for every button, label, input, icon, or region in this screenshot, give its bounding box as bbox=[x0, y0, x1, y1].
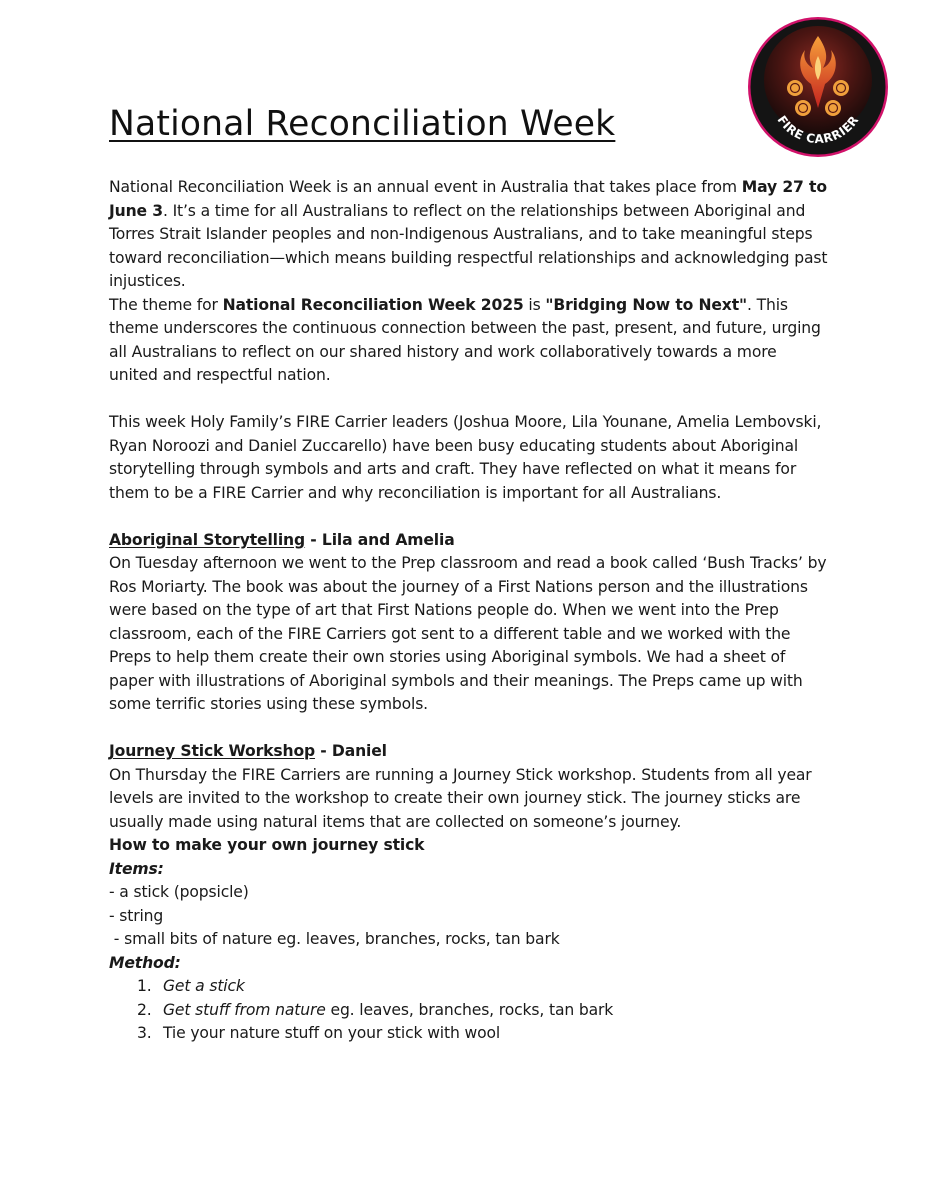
intro-text-cont: . It’s a time for all Australians to reflect on the relationships between Aboriginal and Torres Strait Islander peoples and non-Indigenous Australians, and to take meaningful steps toward reconciliation—which means building respectful relationships and acknowledging past injustices. bbox=[109, 201, 828, 290]
method-step bbox=[109, 999, 829, 1023]
step-text: Tie your nature stuff on your stick with wool bbox=[163, 1024, 501, 1042]
storytelling-heading bbox=[109, 529, 829, 553]
event-dates: May 27 to June 3 bbox=[109, 178, 827, 220]
storytelling-authors: - Lila and Amelia bbox=[305, 530, 455, 549]
storytelling-title: Aboriginal Storytelling bbox=[109, 530, 306, 549]
list-item: - small bits of nature eg. leaves, branches, rocks, tan bark bbox=[109, 930, 560, 948]
theme-name: "Bridging Now to Next" bbox=[545, 295, 747, 314]
items-label: Items: bbox=[109, 859, 164, 878]
workshop-paragraph: On Thursday the FIRE Carriers are running a Journey Stick workshop. Students from all year levels are invited to the workshop to create their own journey stick. The journey sticks are usually made using natural items that are collected on someone’s journey. bbox=[109, 765, 812, 831]
step-italic-text: Get stuff from nature bbox=[163, 1000, 326, 1019]
theme-text-cont: . This theme underscores the continuous connection between the past, present, and future, urging all Australians to reflect on our shared history and work collaboratively towards a more united and respectful nation. bbox=[109, 295, 821, 384]
storytelling-paragraph: On Tuesday afternoon we went to the Prep classroom and read a book called ‘Bush Tracks’ by Ros Moriarty. The book was about the journey of a First Nations person and the illustrations were based on the type of art that First Nations people do. When we went into the Prep classroom, each of the FIRE Carriers got sent to a different table and we worked with the Preps to help them create their own stories using Aboriginal symbols. We had a sheet of paper with illustrations of Aboriginal symbols and their meanings. The Preps came up with some terrific stories using these symbols. bbox=[109, 554, 827, 713]
theme-event-name: National Reconciliation Week 2025 bbox=[222, 295, 524, 314]
list-item: - string bbox=[109, 906, 164, 925]
step-italic-text: Get a stick bbox=[163, 977, 245, 995]
theme-text-is: is bbox=[523, 295, 546, 314]
logo-text: FIRE CARRIER bbox=[774, 112, 862, 147]
intro-text: National Reconciliation Week is an annual event in Australia that takes place from bbox=[109, 178, 742, 196]
theme-text: The theme for bbox=[109, 295, 223, 314]
step-number: 1. bbox=[137, 977, 152, 995]
leaders-paragraph: This week Holy Family’s FIRE Carrier leaders (Joshua Moore, Lila Younane, Amelia Lembovski, Ryan Noroozi and Daniel Zuccarello) have been busy educating students about Aboriginal storytelling through symbols and arts and craft. They have reflected on what it means for them to be a FIRE Carrier and why reconciliation is important for all Australians. bbox=[109, 413, 822, 502]
workshop-author: - Daniel bbox=[315, 742, 387, 760]
fire-carrier-logo bbox=[747, 16, 889, 158]
step-text: eg. leaves, branches, rocks, tan bark bbox=[325, 1000, 614, 1019]
method-step bbox=[109, 975, 829, 999]
method-label: Method: bbox=[109, 953, 181, 972]
intro-paragraph-theme bbox=[109, 294, 829, 388]
article-body bbox=[109, 176, 829, 1046]
method-step bbox=[109, 1022, 829, 1046]
method-steps bbox=[109, 975, 829, 1046]
howto-heading: How to make your own journey stick bbox=[109, 836, 425, 854]
list-item: - a stick (popsicle) bbox=[109, 883, 249, 901]
workshop-title: Journey Stick Workshop bbox=[109, 742, 316, 760]
step-number: 2. bbox=[137, 1000, 152, 1019]
page-title: National Reconciliation Week bbox=[109, 104, 616, 144]
intro-paragraph-dates bbox=[109, 176, 829, 294]
step-number: 3. bbox=[137, 1024, 152, 1042]
workshop-heading bbox=[109, 740, 829, 764]
